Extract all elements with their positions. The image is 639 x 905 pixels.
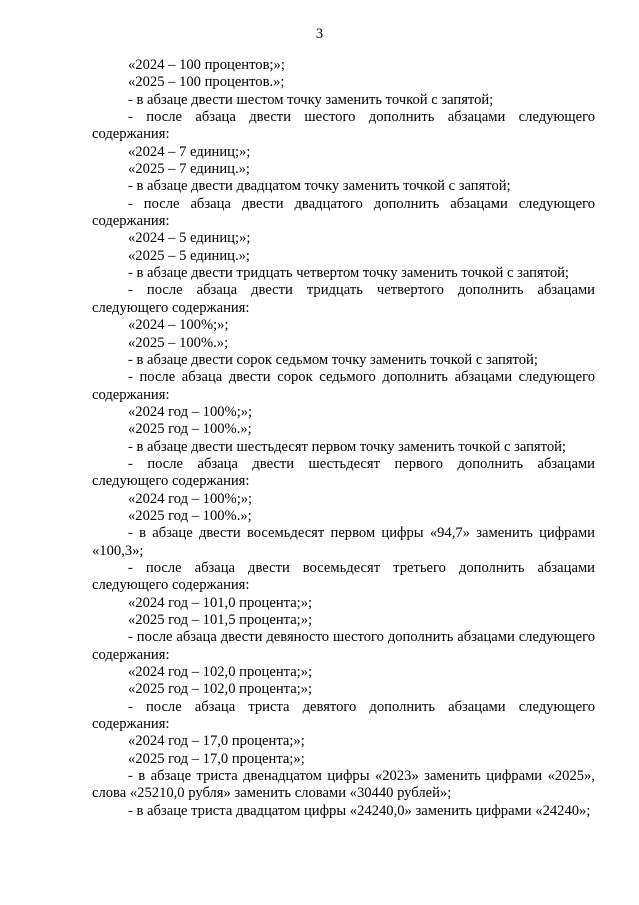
paragraph-quote: «2025 – 7 единиц.»; [128,161,250,178]
page-number: 3 [315,26,324,42]
paragraph-instruction: - после абзаца двести двадцатого дополнить абзацами следующего содержания: [92,195,595,230]
paragraph-quote: «2025 год – 102,0 процента;»; [128,681,313,698]
paragraph-instruction: - после абзаца двести шестьдесят первого дополнить абзацами следующего содержания: [92,455,595,490]
paragraph-instruction: - в абзаце двести двадцатом точку заменить точкой с запятой; [128,178,511,195]
document-body [92,57,595,820]
paragraph-instruction: - в абзаце триста двадцатом цифры «24240,0» заменить цифрами «24240»; [128,802,591,819]
paragraph-instruction: - после абзаца двести шестого дополнить абзацами следующего содержания: [92,109,595,143]
paragraph-quote: «2025 – 100 процентов.»; [128,74,285,91]
paragraph-quote: «2024 – 7 единиц;»; [128,143,251,160]
paragraph-instruction: - в абзаце двести сорок седьмом точку заменить точкой с запятой; [128,351,538,368]
paragraph-quote: «2025 – 5 единиц.»; [128,247,250,264]
paragraph-instruction: - в абзаце двести шестом точку заменить точкой с запятой; [128,91,494,108]
paragraph-instruction: - после абзаца двести сорок седьмого дополнить абзацами следующего содержания: [92,369,595,403]
paragraph-quote: «2024 год – 100%;»; [128,403,253,420]
paragraph-quote: «2025 год – 17,0 процента;»; [128,750,305,767]
paragraph-quote: «2024 – 100%;»; [128,317,229,334]
paragraph-quote: «2025 год – 101,5 процента;»; [128,612,313,628]
paragraph-instruction: - после абзаца двести девяносто шестого дополнить абзацами следующего содержания: [92,629,595,663]
paragraph-instruction: - после абзаца триста девятого дополнить абзацами следующего содержания: [92,698,595,733]
paragraph-quote: «2024 год – 101,0 процента;»; [128,594,313,611]
paragraph-quote: «2024 – 5 единиц;»; [128,230,251,247]
paragraph-quote: «2024 год – 17,0 процента;»; [128,733,305,750]
paragraph-quote: «2024 год – 100%;»; [128,490,253,507]
paragraph-quote: «2024 – 100 процентов;»; [128,57,285,73]
paragraph-quote: «2025 – 100%.»; [128,334,229,351]
paragraph-quote: «2025 год – 100%.»; [128,421,252,438]
paragraph-quote: «2024 год – 102,0 процента;»; [128,664,313,681]
paragraph-instruction: - в абзаце двести тридцать четвертом точку заменить точкой с запятой; [128,265,569,282]
paragraph-instruction: - после абзаца двести тридцать четвертого дополнить абзацами следующего содержания: [92,282,595,316]
paragraph-instruction: - после абзаца двести восемьдесят третьего дополнить абзацами следующего содержания: [92,559,595,594]
paragraph-instruction: - в абзаце двести шестьдесят первом точку заменить точкой с запятой; [128,438,566,455]
paragraph-instruction: - в абзаце триста двенадцатом цифры «2023» заменить цифрами «2025», слова «25210,0 рубля» заменить словами «30440 рублей»; [92,768,595,802]
paragraph-quote: «2025 год – 100%.»; [128,507,252,524]
paragraph-instruction: - в абзаце двести восемьдесят первом цифры «94,7» заменить цифрами «100,3»; [92,525,595,559]
